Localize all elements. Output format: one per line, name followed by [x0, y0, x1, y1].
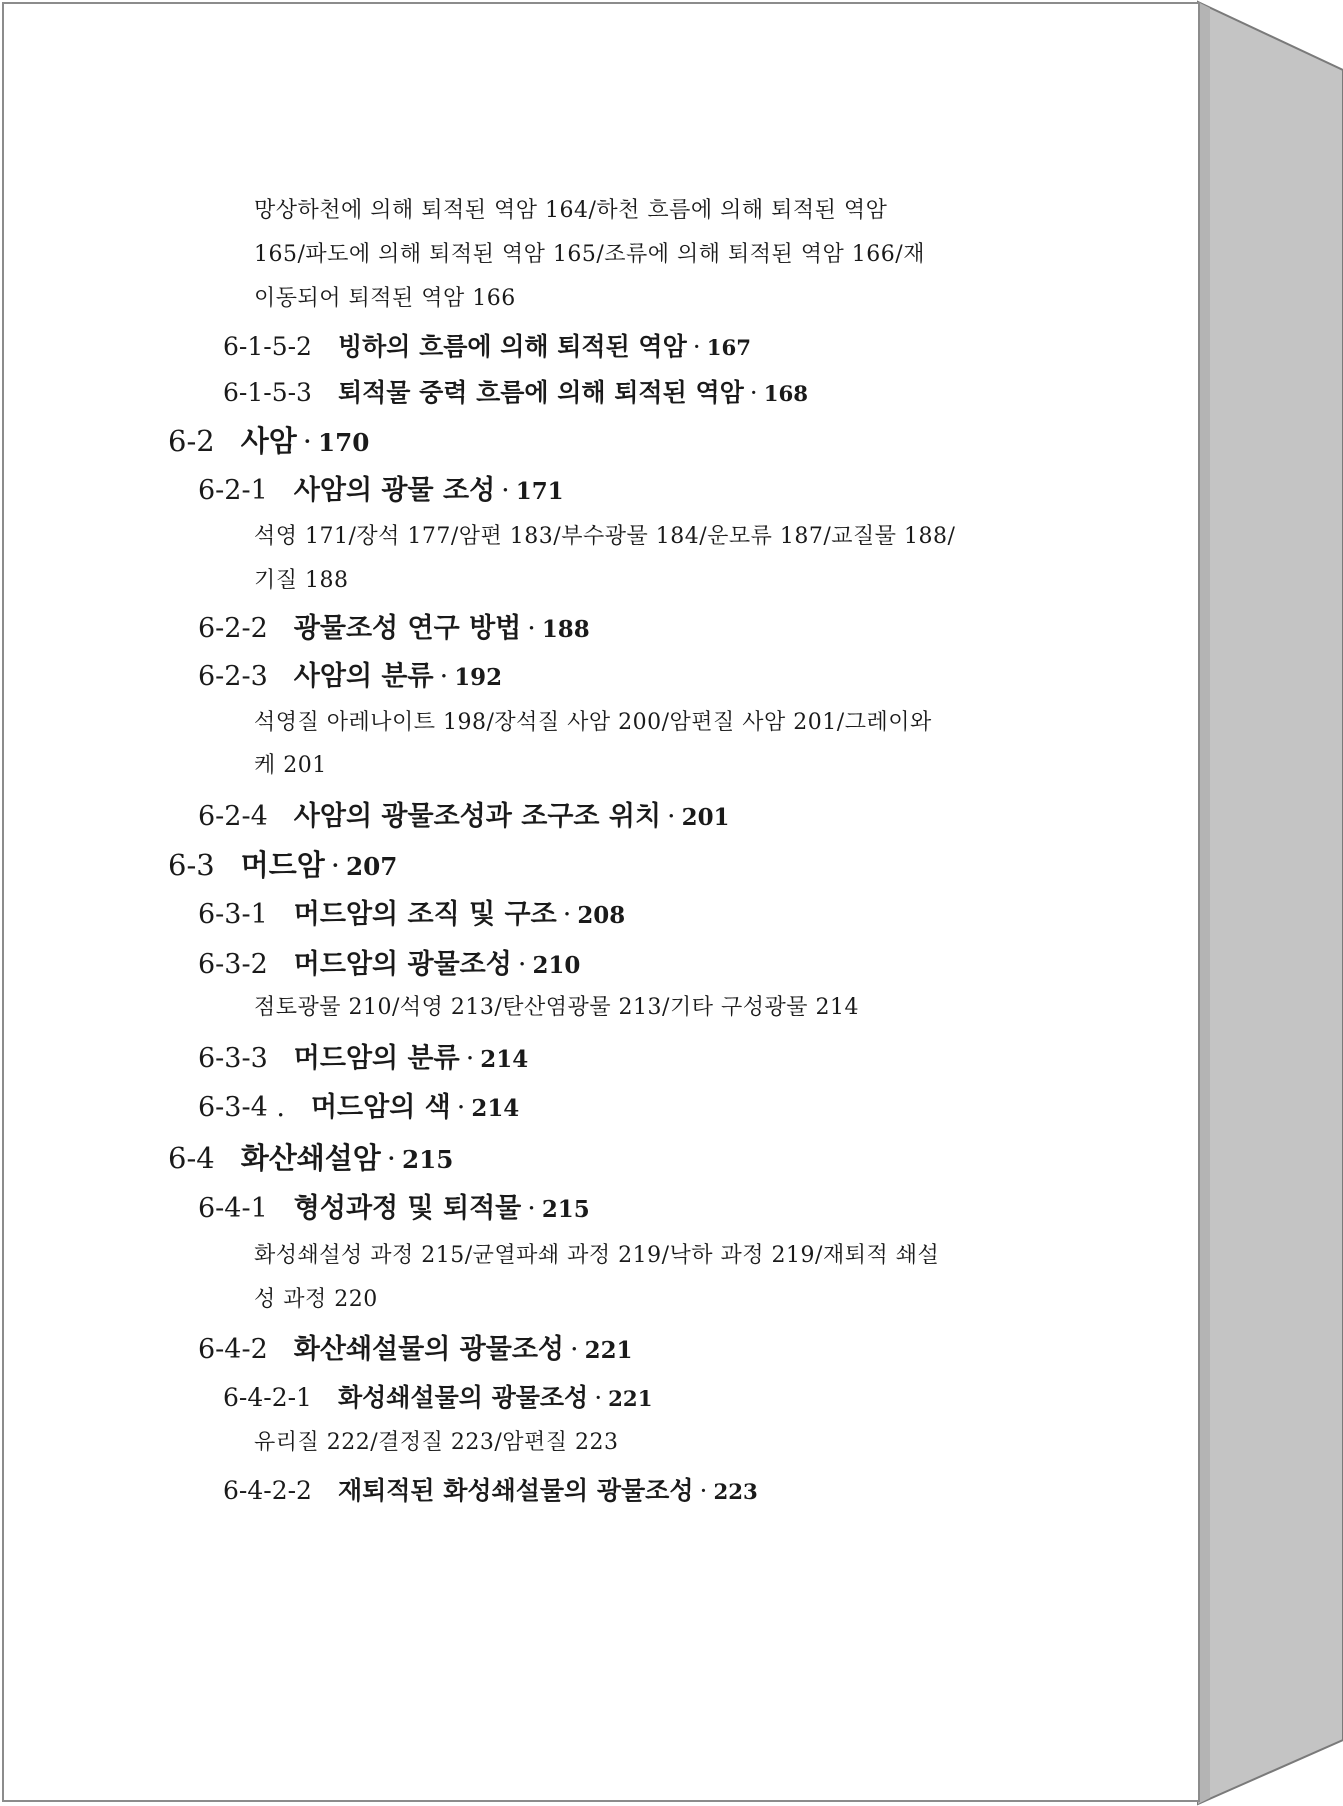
page-number: 171 — [515, 478, 564, 505]
page-number: 210 — [532, 952, 581, 979]
separator-dot: · — [527, 613, 536, 644]
section-title: 화성쇄설물의 광물조성 — [337, 1383, 589, 1412]
section-title: 빙하의 흐름에 의해 퇴적된 역암 — [337, 332, 687, 361]
toc-entry-subsub — [223, 1478, 758, 1503]
toc-entry-sub — [198, 615, 590, 642]
page-number: 215 — [541, 1196, 590, 1223]
toc-entry-sub — [198, 663, 502, 690]
toc-entry-sub — [198, 1094, 519, 1121]
separator-dot: · — [594, 1383, 603, 1412]
section-title: 사암 — [240, 424, 297, 458]
section-number: 6-2-4 — [198, 801, 268, 832]
section-number: 6-2-2 — [198, 613, 268, 644]
section-number: 6-2-1 — [198, 475, 268, 506]
section-title: 머드암의 색 — [310, 1092, 451, 1123]
toc-note-line: 이동되어 퇴적된 역암 166 — [254, 286, 516, 311]
toc-entry-sub — [198, 951, 580, 978]
section-title: 화산쇄설암 — [240, 1141, 381, 1175]
page-number: 167 — [706, 336, 752, 361]
separator-dot: · — [386, 1141, 396, 1175]
page-number: 188 — [541, 616, 590, 643]
page-number: 170 — [317, 428, 370, 457]
section-title: 광물조성 연구 방법 — [293, 613, 522, 644]
section-title: 머드암의 광물조성 — [293, 949, 512, 980]
section-number: 6-3-2 — [198, 949, 268, 980]
section-number: 6-4-2-1 — [223, 1383, 312, 1412]
section-number: 6-3-1 — [198, 899, 268, 930]
toc-entry-sub — [198, 1336, 633, 1363]
page-number: 208 — [577, 902, 626, 929]
page-number: 201 — [681, 804, 730, 831]
separator-dot: · — [667, 801, 676, 832]
section-title: 머드암의 분류 — [293, 1043, 460, 1074]
separator-dot: · — [330, 848, 340, 882]
separator-dot: · — [517, 949, 527, 980]
toc-entry-sec — [168, 1141, 454, 1175]
toc-entry-sub — [198, 1195, 590, 1222]
section-number: 6-1-5-3 — [223, 378, 312, 407]
separator-dot: · — [692, 332, 701, 361]
section-number: 6-3-3 — [198, 1043, 268, 1074]
section-title: 형성과정 및 퇴적물 — [293, 1193, 522, 1224]
page-number: 215 — [402, 1145, 454, 1174]
toc-note-line: 망상하천에 의해 퇴적된 역암 164/하천 흐름에 의해 퇴적된 역암 — [254, 198, 888, 223]
separator-dot: · — [562, 899, 572, 930]
separator-dot: · — [456, 1092, 466, 1123]
section-number: 6-4 — [168, 1141, 215, 1175]
toc-entry-sub — [198, 477, 564, 504]
toc-note-line: 기질 188 — [254, 568, 349, 593]
toc-entry-subsub — [223, 1385, 653, 1410]
separator-dot: · — [527, 1193, 536, 1224]
separator-dot: · — [749, 378, 758, 407]
section-number: 6-4-1 — [198, 1193, 268, 1224]
section-title: 사암의 광물 조성 — [293, 475, 496, 506]
section-number: 6-4-2-2 — [223, 1476, 312, 1505]
separator-dot: · — [439, 661, 449, 692]
separator-dot: · — [501, 475, 510, 506]
page-number: 221 — [584, 1337, 633, 1364]
section-number: 6-3-4 . — [198, 1092, 285, 1123]
toc-note-line: 케 201 — [254, 753, 327, 778]
separator-dot: · — [570, 1334, 579, 1365]
toc-entry-sec — [168, 848, 398, 882]
separator-dot: · — [302, 424, 312, 458]
section-number: 6-1-5-2 — [223, 332, 312, 361]
page-number: 214 — [471, 1095, 520, 1122]
section-title: 머드암 — [240, 848, 325, 882]
toc-entry-subsub — [223, 380, 808, 405]
toc-note-line: 석영질 아레나이트 198/장석질 사암 200/암편질 사암 201/그레이와 — [254, 710, 932, 735]
section-title: 머드암의 조직 및 구조 — [293, 899, 557, 930]
section-title: 화산쇄설물의 광물조성 — [293, 1334, 565, 1365]
section-number: 6-4-2 — [198, 1334, 268, 1365]
toc-entry-sub — [198, 803, 730, 830]
page-number: 214 — [480, 1046, 529, 1073]
separator-dot: · — [699, 1476, 708, 1505]
page-number: 223 — [713, 1480, 758, 1505]
section-title: 사암의 분류 — [293, 661, 434, 692]
toc-entry-subsub — [223, 334, 751, 359]
toc-note-line: 화성쇄설성 과정 215/균열파쇄 과정 219/낙하 과정 219/재퇴적 쇄설 — [254, 1243, 940, 1268]
section-number: 6-2 — [168, 424, 215, 458]
page-number: 168 — [763, 382, 809, 407]
section-number: 6-3 — [168, 848, 215, 882]
section-number: 6-2-3 — [198, 661, 268, 692]
page-number: 207 — [345, 852, 398, 881]
page-number: 192 — [454, 664, 503, 691]
toc-note-line: 점토광물 210/석영 213/탄산염광물 213/기타 구성광물 214 — [254, 995, 859, 1020]
toc-note-line: 유리질 222/결정질 223/암편질 223 — [254, 1430, 619, 1455]
separator-dot: · — [465, 1043, 475, 1074]
section-title: 퇴적물 중력 흐름에 의해 퇴적된 역암 — [337, 378, 744, 407]
section-title: 재퇴적된 화성쇄설물의 광물조성 — [337, 1476, 694, 1505]
toc-entry-sub — [198, 901, 625, 928]
toc-note-line: 165/파도에 의해 퇴적된 역암 165/조류에 의해 퇴적된 역암 166/재 — [254, 242, 925, 267]
toc-note-line: 석영 171/장석 177/암편 183/부수광물 184/운모류 187/교질물 188/ — [254, 524, 956, 549]
toc-entry-sec — [168, 424, 370, 458]
section-title: 사암의 광물조성과 조구조 위치 — [293, 801, 662, 832]
toc-note-line: 성 과정 220 — [254, 1287, 378, 1312]
toc-entry-sub — [198, 1045, 528, 1072]
page-number: 221 — [608, 1387, 653, 1412]
